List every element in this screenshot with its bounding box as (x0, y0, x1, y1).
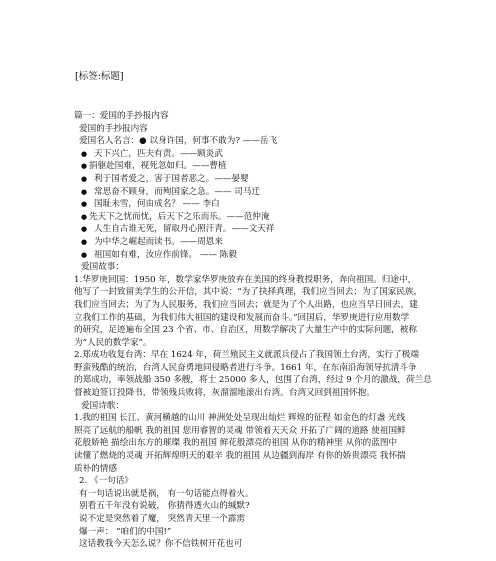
paragraph-line: 督被迫签订投降书，带领残兵败将，灰溜溜地滚出台湾。台湾又回到祖国怀抱。 (74, 388, 375, 399)
bullet-icon: ● (81, 225, 88, 234)
quote-text: 捐躯赴国难，视死忽如归。——曹植 (89, 161, 227, 172)
paragraph-line: 他写了一封致留美学生的公开信，其中说：“为了抉择真理，我们应当回去；为了国家民族， (74, 287, 423, 298)
poem-2-title: 2. 《一句话》 (79, 476, 133, 487)
quote-text: 国耻未雪，何由成名？ —— 李白 (94, 199, 220, 210)
paragraph-line: 花般娇艳 描绘出东方的璀璨 我的祖国 鲜花般漂亮的祖国 从你的精神里 从你的蓝图中 (74, 438, 398, 449)
chapter-title: 篇一：爱国的手抄报内容 (74, 111, 169, 121)
bullet-icon: ● (81, 250, 88, 259)
bullet-icon: ● (81, 174, 88, 183)
quote-item (74, 236, 434, 249)
paragraph-line: 照亮了远航的船帆 我的祖国 您用睿智的灵魂 带领着天天众 开拓了广阔的道路 使祖国鲜 (74, 425, 406, 436)
poem-1 (74, 412, 434, 475)
section-title: 爱国的手抄报内容 (79, 123, 148, 134)
poem-line: 爆一声： “咱们的中国!” (79, 526, 172, 537)
quote-item (74, 173, 434, 186)
paragraph-line: 1.我的祖国 长江、黄河横越的山川 神洲处处呈现出灿烂 辉煌的征程 如金色的灯盏 光线 (74, 413, 406, 424)
quote-text: 常思奋不顾身，而殉国家之急。—— 司马迁 (94, 186, 261, 197)
poem-2 (74, 488, 434, 551)
quote-text: 人生自古谁无死，留取丹心照汗青。——文天祥 (94, 224, 275, 235)
bullet-icon: ● (81, 162, 88, 171)
document-body (74, 110, 434, 551)
paragraph-line: 的郑成功，率领战船 350 多艘，将士 25000 多人，包围了台湾，经过 9 个月的激战，荷兰总 (74, 375, 432, 386)
quote-item (74, 211, 434, 224)
quote-item (74, 223, 434, 236)
bullet-icon: ● (81, 212, 88, 221)
paragraph-line: 立我们工作的基础，为我们伟大祖国的建设和发展而奋斗。”回国后，华罗庚进行应用数学 (74, 312, 410, 323)
tag-line: [标签:标题] (75, 71, 124, 82)
poem-heading: 爱国诗歌： (81, 400, 124, 411)
paragraph-line: 1.华罗庚回国：1950 年，数学家华罗庚放弃在美国的终身教授职务，奔向祖国。归途中， (74, 274, 417, 285)
paragraph-line: 2.郑成功收复台湾：早在 1624 年，荷兰殖民主义就派兵侵占了我国领土台湾，实行了极端 (74, 350, 419, 361)
quote-item (74, 160, 434, 173)
quote-text: 祖国如有难，汝应作前锋。 —— 陈毅 (94, 249, 237, 260)
quote-text: 先天下之忧而忧，后天下之乐而乐。——范仲淹 (89, 211, 270, 222)
quotes-list (74, 148, 434, 261)
quotes-intro: 爱国名人名言：● 以身许国，何事不敢为? ——岳飞 (79, 136, 278, 147)
quote-text: 为中华之崛起而读书。——周恩来 (94, 236, 223, 247)
quote-item (74, 186, 434, 199)
bullet-icon: ● (81, 149, 88, 158)
quote-item (74, 198, 434, 211)
bullet-icon: ● (81, 237, 88, 246)
quote-text: 天下兴亡，匹夫有责。——顾炎武 (94, 148, 223, 159)
poem-line: 这话教我今天怎么说？你不信铁树开花也可 (79, 539, 243, 550)
paragraph-line: 为“人民的数学家”。 (74, 337, 152, 348)
paragraph-line: 质朴的情感 (74, 463, 117, 474)
quote-item (74, 249, 434, 262)
bullet-icon: ● (81, 200, 88, 209)
paragraph-line: 我们应当回去；为了为人民服务，我们应当回去；就是为了个人出路，也应当早日回去，建 (74, 299, 418, 310)
paragraph-line: 野蛮残酷的统治，台湾人民奋勇地同侵略者进行斗争。1661 年，在东南沿海领导抗清斗争 (74, 362, 417, 373)
story-1 (74, 274, 434, 350)
paragraph-line: 读懂了燃烧的灵魂 开拓辉煌明天的艰辛 我的祖国 从边疆到海岸 有你的娇贵漂亮 我怀揣 (74, 451, 406, 462)
story-heading: 爱国故事： (81, 262, 124, 273)
story-2 (74, 349, 434, 399)
poem-line: 说不定是突然着了魔， 突然青天里一个霹雳 (79, 514, 246, 524)
quote-item (74, 148, 434, 161)
poem-line: 别看五千年没有说破， 你猜得透火山的缄默? (79, 501, 250, 512)
bullet-icon: ● (81, 187, 88, 196)
quote-text: 利于国者爱之，害于国者恶之。——晏婴 (94, 173, 249, 184)
paragraph-line: 的研究，足迹遍布全国 23 个省、市、自治区，用数学解决了大量生产中的实际问题，被称 (74, 325, 417, 336)
poem-line: 有一句话说出就是祸， 有一句话能点得着火。 (79, 488, 254, 499)
